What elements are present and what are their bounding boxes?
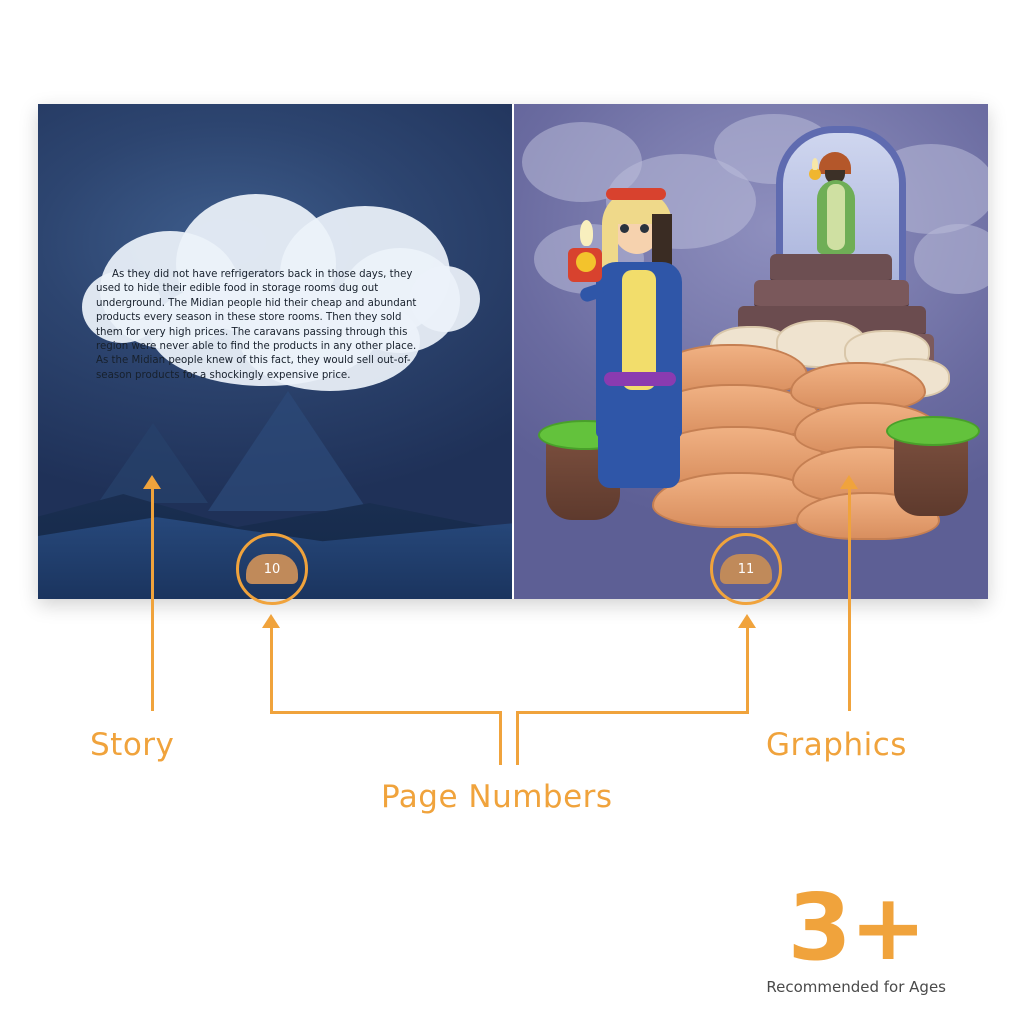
age-number: 3+ — [787, 874, 925, 981]
storage-jar-right — [894, 430, 968, 516]
page-numbers-callout-line-left — [270, 628, 273, 713]
page-number-left: 10 — [246, 554, 298, 584]
graphics-callout-label: Graphics — [766, 727, 907, 763]
page-numbers-callout-stem-right — [516, 711, 519, 765]
graphics-callout-arrow-icon — [840, 475, 858, 489]
story-callout-line — [151, 489, 154, 711]
foreground-figure — [576, 190, 696, 490]
mountain-shape — [208, 391, 368, 511]
page-number-circle-right — [710, 533, 782, 605]
page-number-circle-left — [236, 533, 308, 605]
graphics-callout-line — [848, 489, 851, 711]
page-numbers-callout-line-join-right — [516, 711, 749, 714]
age-caption: Recommended for Ages — [766, 978, 946, 996]
page-numbers-callout-arrow-left-icon — [262, 614, 280, 628]
story-callout-arrow-icon — [143, 475, 161, 489]
age-badge — [766, 874, 946, 996]
book-spread — [38, 104, 988, 599]
story-text: As they did not have refrigerators back in those days, they used to hide their edible food in storage rooms dug out underground. The Midian people hid their cheap and abundant products every season in these store rooms. Then they sold them for very high prices. The caravans passing through this region were never able to find the products in any other place. As the Midian people knew of this fact, they would sell out-of-season products for a shockingly expensive price. — [96, 269, 417, 381]
page-numbers-callout-stem-left — [499, 711, 502, 765]
page-number-right: 11 — [720, 554, 772, 584]
page-numbers-callout-line-right — [746, 628, 749, 713]
book-right-page — [514, 104, 988, 599]
page-numbers-callout-arrow-right-icon — [738, 614, 756, 628]
page-numbers-callout-line-join-left — [270, 711, 502, 714]
story-callout-label: Story — [90, 727, 175, 763]
page-numbers-callout-label: Page Numbers — [381, 779, 613, 815]
book-left-page — [38, 104, 512, 599]
